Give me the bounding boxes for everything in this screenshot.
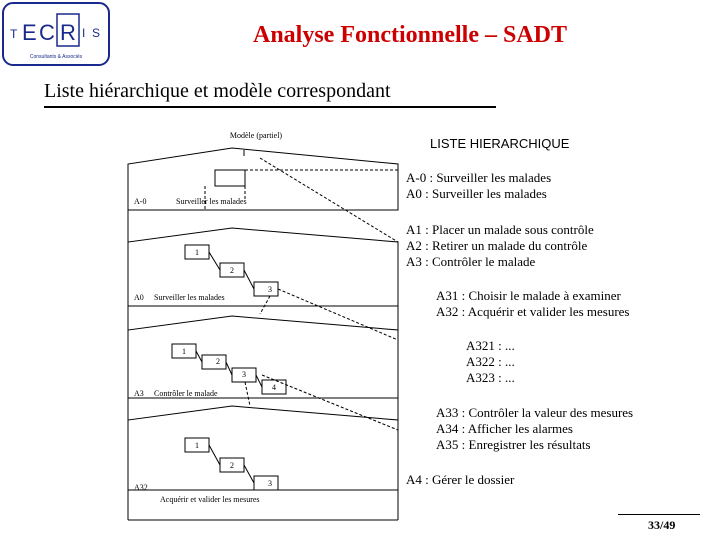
- box-a32-1-num: 1: [195, 441, 199, 450]
- box-a0-3-num: 3: [268, 285, 272, 294]
- logo-letter-r: R: [60, 20, 76, 45]
- box-a0-3: [254, 282, 278, 296]
- plane-a3: [128, 316, 398, 398]
- page-subtitle: Liste hiérarchique et modèle correspondant: [44, 80, 391, 102]
- model-label: Modèle (partiel): [229, 131, 283, 140]
- liste-item: A-0 : Surveiller les malades: [406, 170, 552, 185]
- liste-item: A34 : Afficher les alarmes: [436, 421, 573, 436]
- level-a3-label: Contrôler le malade: [154, 389, 218, 398]
- level-a0-code: A0: [134, 293, 144, 302]
- plane-a32: [128, 406, 398, 490]
- liste-item: A321 : ...: [466, 338, 515, 353]
- logo-letter-s: S: [92, 26, 101, 40]
- liste-item: A0 : Surveiller les malades: [406, 186, 547, 201]
- box-a3-1-num: 1: [182, 347, 186, 356]
- level-a-minus-0-code: A-0: [134, 197, 147, 206]
- logo-letter-c: C: [39, 20, 55, 45]
- liste-item: A4 : Gérer le dossier: [406, 472, 515, 487]
- level-a32-label: Acquérir et valider les mesures: [160, 495, 260, 504]
- box-a32-3: [254, 476, 278, 490]
- page-number: 33/49: [648, 518, 676, 532]
- logo-letter-e: E: [22, 20, 37, 45]
- box-a0-1-num: 1: [195, 248, 199, 257]
- liste-group-6: [406, 472, 514, 488]
- logo-letter-t: T: [10, 27, 18, 41]
- liste-group-1: [406, 170, 551, 202]
- liste-item: A1 : Placer un malade sous contrôle: [406, 222, 594, 237]
- logo-tagline: Consultants & Associés: [29, 54, 83, 60]
- liste-group-4: [466, 338, 515, 386]
- box-a3-2: [202, 355, 226, 369]
- page-title: Analyse Fonctionnelle – SADT: [252, 22, 567, 48]
- liste-item: A323 : ...: [466, 370, 515, 385]
- box-a3-2-num: 2: [216, 357, 220, 366]
- box-a32-2-num: 2: [230, 461, 234, 470]
- level-a-minus-0-label: Surveiller les malades: [176, 197, 247, 206]
- liste-item: A322 : ...: [466, 354, 515, 369]
- liste-heading: LISTE HIERARCHIQUE: [430, 136, 570, 151]
- level-a32-code: A32: [134, 483, 148, 492]
- level-a0-label: Surveiller les malades: [154, 293, 225, 302]
- liste-item: A31 : Choisir le malade à examiner: [436, 288, 621, 303]
- plane-a-minus-0: [128, 148, 398, 210]
- liste-item: A35 : Enregistrer les résultats: [436, 437, 591, 452]
- logo-letter-i: I: [82, 26, 86, 40]
- liste-item: A2 : Retirer un malade du contrôle: [406, 238, 588, 253]
- page-number-rule: [618, 514, 700, 515]
- box-a3-3-num: 3: [242, 370, 246, 379]
- level-a3-code: A3: [134, 389, 144, 398]
- box-a0-2-num: 2: [230, 266, 234, 275]
- liste-item: A3 : Contrôler le malade: [406, 254, 536, 269]
- liste-group-3: [436, 288, 630, 320]
- box-a3-4-num: 4: [272, 383, 276, 392]
- liste-group-5: [436, 405, 633, 453]
- liste-item: A33 : Contrôler la valeur des mesures: [436, 405, 634, 420]
- box-a32-3-num: 3: [268, 479, 272, 488]
- box-a-minus-0: [215, 170, 245, 186]
- liste-group-2: [406, 222, 594, 270]
- liste-item: A32 : Acquérir et valider les mesures: [436, 304, 630, 319]
